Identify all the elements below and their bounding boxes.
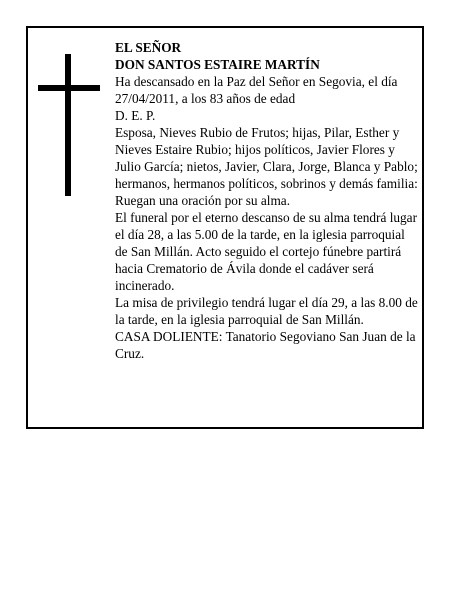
cross-vertical-bar [65, 54, 71, 196]
rip-line: D. E. P. [115, 108, 156, 123]
family-list: Esposa, Nieves Rubio de Frutos; hijas, Pilar, Esther y Nieves Estaire Rubio; hijos políticos, Javier Flores y Julio García; nietos, Javier, Clara, Jorge, Blanca y Pablo; hermanos, hermanos políticos, sobrinos y demás familia: [115, 125, 418, 191]
cross-icon [38, 54, 100, 196]
prayer-request: Ruegan una oración por su alma. [115, 193, 291, 208]
funeral-details: El funeral por el eterno descanso de su alma tendrá lugar el día 28, a las 5.00 de la tarde, en la iglesia parroquial de San Millán. Acto seguido el cortejo fúnebre partirá hacia Crematorio de Ávila donde el cadáver será incinerado. [115, 210, 418, 293]
notice-text [115, 39, 420, 362]
deceased-name: DON SANTOS ESTAIRE MARTÍN [115, 57, 320, 72]
notice-heading: EL SEÑOR [115, 40, 182, 55]
cross-horizontal-bar [38, 85, 100, 91]
death-announcement: Ha descansado en la Paz del Señor en Segovia, el día 27/04/2011, a los 83 años de edad [115, 74, 398, 106]
mass-details: La misa de privilegio tendrá lugar el día 29, a las 8.00 de la tarde, en la iglesia parroquial de San Millán. [115, 295, 418, 327]
obituary-notice [26, 26, 424, 429]
mourning-house: CASA DOLIENTE: Tanatorio Segoviano San Juan de la Cruz. [115, 329, 416, 361]
